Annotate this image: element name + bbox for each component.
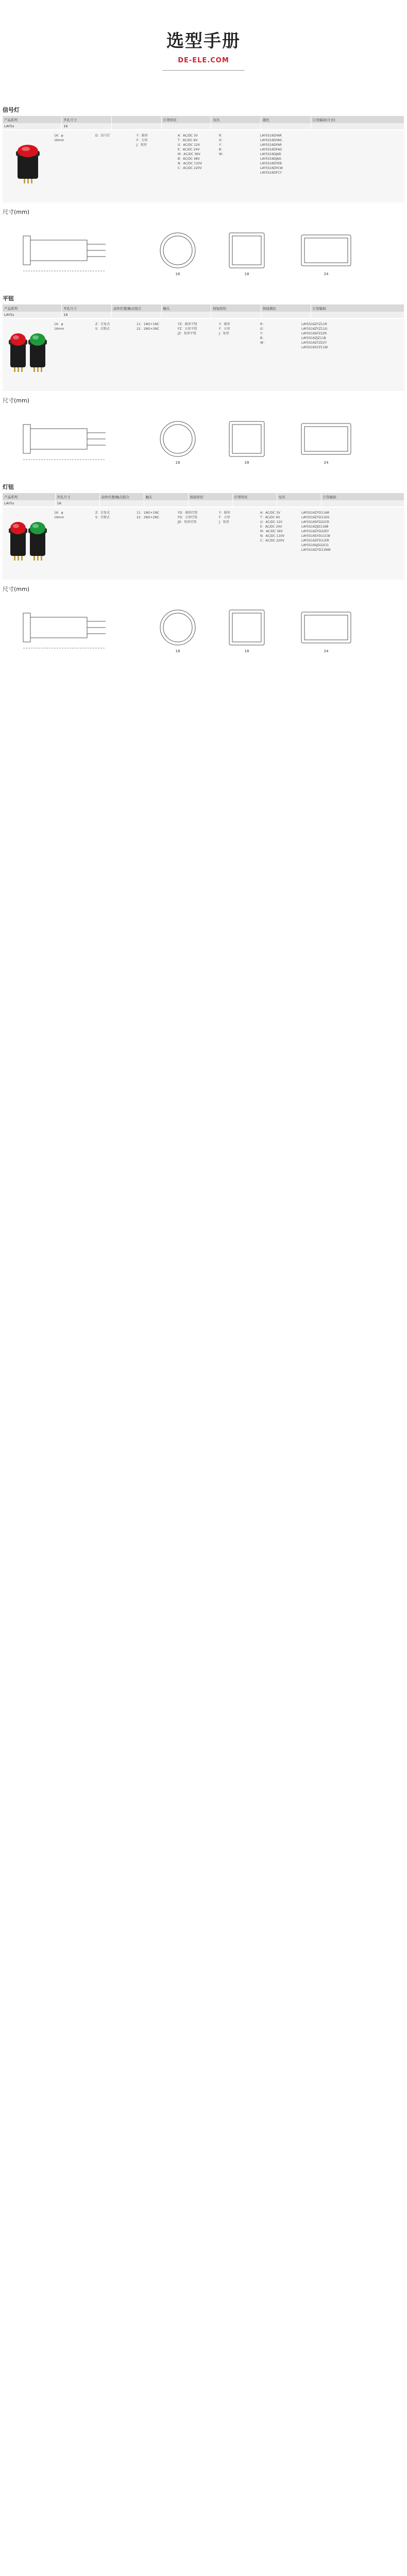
spec-header-cell: 产品系列: [3, 493, 55, 500]
spec-column: 16：φ 16mm: [54, 134, 64, 142]
housing-body: [18, 154, 38, 179]
product-photo: [5, 322, 51, 374]
series-cell: [111, 123, 161, 129]
spec-header-cell: 触头: [161, 304, 211, 312]
series-row: [3, 312, 404, 318]
series-cell: [321, 500, 404, 506]
dimension-label: 18: [244, 461, 249, 465]
spec-column: A：AC/DC 3V T：AC/DC 6V U：AC/DC 12V E：AC/DC 24V M：AC/DC 36V N：AC/DC 110V C：AC/DC 220V: [260, 511, 284, 543]
spec-header-cell: 订货编码: [311, 304, 404, 312]
series-cell: [111, 312, 161, 318]
terminal-pin: [41, 367, 42, 372]
series-cell: LAY5s: [3, 123, 62, 129]
spec-header-cell: 灯罩形状: [232, 493, 277, 500]
spec-header-cell: 开孔尺寸: [55, 493, 99, 500]
bezel-outline: [23, 425, 30, 453]
spec-column: Y：圆形 F：方形 J：矩形: [137, 134, 148, 147]
series-cell: [261, 123, 311, 129]
series-cell: [161, 123, 211, 129]
spec-column: A：AC/DC 3V T：AC/DC 6V U：AC/DC 12V E：AC/DC 24V M：AC/DC 36V B：AC/DC 48V N：AC/DC 110V C：AC/DC 220V: [178, 134, 202, 170]
lamp-lens: [18, 145, 38, 157]
spec-column: YD：圆形灯钮 FD：方形灯钮 JD：矩形灯钮: [178, 511, 198, 524]
series-cell: LAY5s: [3, 500, 55, 506]
terminal-pin: [24, 179, 25, 183]
dimension-title: 尺寸(mm): [3, 586, 30, 592]
spec-column: R： G： Y： B： W：: [219, 134, 225, 156]
spec-header-row: [3, 116, 404, 123]
terminal-pin: [27, 179, 29, 183]
terminal-pin: [37, 367, 39, 372]
spec-header-cell: 按钮形状: [211, 304, 261, 312]
square-front-inner: [232, 613, 261, 642]
dimension-drawing-flat: [3, 405, 404, 472]
body-outline: [30, 429, 87, 449]
round-front-outline: [160, 421, 195, 456]
spec-column: LAY5S16ZYD11AR LAY5S16ZYD11EG LAY5S16SFD22CR LAY5S16ZJD11AB LAY5S16ZYD22EY LAY5S16SYD11CW LAY5S16ZFD11ER LAY5S16SJD22CG LAY5S16ZYD11NW: [301, 511, 331, 552]
spec-header-cell: 产品系列: [3, 116, 62, 123]
lamp-lens: [10, 333, 26, 346]
dimension-label: 18: [175, 461, 180, 465]
housing-body: [10, 531, 26, 556]
series-cell: 16: [62, 123, 112, 129]
spec-column: Y：圆形 F：方形 J：矩形: [219, 323, 230, 335]
lens-highlight: [13, 335, 19, 340]
dimension-label: 18: [244, 272, 249, 276]
section-title-lit: 灯钮: [3, 484, 14, 490]
product-photo: [5, 133, 51, 185]
rect-front-outline: [301, 235, 351, 266]
site-domain: DE-ELE.COM: [178, 57, 229, 64]
spec-column: R： G： Y： B： W：: [260, 323, 266, 345]
series-cell: LAY5s: [3, 312, 62, 318]
series-cell: [161, 312, 211, 318]
spec-column: LAY5S16ZYZ11R LAY5S16ZYZ11G LAY5S16SFZ22R LAY5S16ZJZ11B LAY5S16ZYZ22Y LAY5S16SYZ11W: [301, 323, 328, 349]
series-row: [3, 123, 404, 129]
spec-header-cell: 触头: [144, 493, 188, 500]
dimension-label: 24: [324, 649, 329, 653]
spec-body-flat: [3, 319, 404, 391]
spec-column: D：信号灯: [95, 134, 110, 138]
housing-body: [10, 343, 26, 367]
terminal-pin: [21, 556, 23, 561]
series-cell: [261, 312, 311, 318]
lamp-lens: [30, 333, 45, 346]
bezel-outline: [23, 613, 30, 642]
series-cell: [99, 500, 144, 506]
rect-front-inner: [304, 615, 348, 640]
series-cell: [144, 500, 188, 506]
terminal-pin: [21, 367, 23, 372]
terminal-pin: [41, 556, 42, 561]
square-front-outline: [229, 421, 264, 456]
spec-header-cell: 按钮颜色: [261, 304, 311, 312]
catalog-title: 选型手册: [166, 31, 241, 52]
spec-body-signal: [3, 130, 404, 202]
spec-column: Z：自复式 S：自锁式: [95, 511, 110, 519]
spec-header-row: [3, 493, 404, 500]
series-cell: [311, 312, 404, 318]
spec-column: YZ：圆形平钮 FZ：方形平钮 JZ：矩形平钮: [178, 323, 197, 335]
series-cell: [211, 312, 261, 318]
square-front-inner: [232, 425, 261, 453]
terminal-pin: [33, 556, 35, 561]
body-outline: [30, 240, 87, 261]
series-cell: [211, 123, 261, 129]
round-front-inner: [163, 425, 192, 453]
rect-front-outline: [301, 423, 351, 454]
body-outline: [30, 617, 87, 638]
spec-body-lit: [3, 507, 404, 580]
series-cell: [188, 500, 232, 506]
dimension-drawing-lit: [3, 594, 404, 661]
spec-table-lit: [3, 493, 404, 506]
round-front-inner: [163, 613, 192, 642]
terminal-pin: [33, 367, 35, 372]
spec-header-cell: 电压: [211, 116, 261, 123]
series-cell: [277, 500, 321, 506]
product-photo: [5, 511, 51, 562]
terminal-pin: [14, 367, 15, 372]
spec-table-signal: [3, 116, 404, 129]
series-row: [3, 500, 404, 506]
spec-header-cell: 产品系列: [3, 304, 62, 312]
spec-column: Y：圆形 F：方形 J：矩形: [219, 511, 230, 524]
spec-column: 11：1NO+1NC 22：2NO+2NC: [137, 511, 160, 519]
spec-header-cell: 按钮形状: [188, 493, 232, 500]
spec-header-cell: 订货编码: [321, 493, 404, 500]
round-front-outline: [160, 610, 195, 645]
dimension-label: 18: [244, 649, 249, 653]
spec-column: 11：1NO+1NC 22：2NO+2NC: [137, 323, 160, 331]
spec-header-cell: 灯罩形状: [161, 116, 211, 123]
catalog-header: [0, 0, 407, 103]
housing-body: [30, 531, 45, 556]
section-title-signal: 信号灯: [3, 107, 20, 113]
dimension-drawing-signal: [3, 217, 404, 284]
dimension-label: 16: [175, 272, 180, 276]
series-cell: [232, 500, 277, 506]
spec-column: 16：φ 16mm: [54, 511, 64, 519]
square-front-outline: [229, 233, 264, 268]
lens-highlight: [32, 335, 39, 340]
dimension-title: 尺寸(mm): [3, 209, 30, 215]
lens-highlight: [32, 524, 39, 528]
spec-header-cell: 开孔尺寸: [62, 116, 112, 123]
terminal-pin: [18, 367, 19, 372]
terminal-pin: [31, 179, 32, 183]
spec-header-cell: [111, 116, 161, 123]
dimension-title: 尺寸(mm): [3, 397, 30, 404]
spec-header-cell: 颜色: [261, 116, 311, 123]
lamp-lens: [10, 522, 26, 534]
round-front-outline: [160, 233, 195, 268]
series-cell: [311, 123, 404, 129]
square-front-outline: [229, 610, 264, 645]
header-divider: [162, 70, 245, 71]
spec-header-cell: 动作位置/触点组合: [99, 493, 144, 500]
spec-header-cell: 动作位置/触点组合: [111, 304, 161, 312]
series-cell: 16: [62, 312, 112, 318]
rect-front-inner: [304, 238, 348, 263]
spec-header-cell: 电压: [277, 493, 321, 500]
terminal-pin: [14, 556, 15, 561]
lamp-lens: [30, 522, 45, 534]
lens-highlight: [22, 147, 30, 151]
round-front-inner: [163, 236, 192, 265]
spec-header-row: [3, 304, 404, 312]
square-front-inner: [232, 236, 261, 265]
spec-table-flat: [3, 304, 404, 318]
rect-front-outline: [301, 612, 351, 643]
spec-column: 16：φ 16mm: [54, 323, 64, 331]
terminal-pin: [37, 556, 39, 561]
spec-column: LAY5S16DYAR LAY5S16DYAG LAY5S16DFAR LAY5S16DFAG LAY5S16DJAR LAY5S16DJAG LAY5S16DYEB LAY5S16DYCW LAY5S16DFCY: [260, 134, 283, 175]
terminal-pin: [18, 556, 19, 561]
section-title-flat: 平钮: [3, 295, 14, 302]
bezel-outline: [23, 236, 30, 265]
spec-column: Z：自复式 S：自锁式: [95, 323, 110, 331]
dimension-label: 18: [175, 649, 180, 653]
series-cell: 16: [55, 500, 99, 506]
spec-header-cell: 订货编码(片式): [311, 116, 404, 123]
lens-highlight: [13, 524, 19, 528]
dimension-label: 24: [324, 272, 329, 276]
housing-body: [30, 343, 45, 367]
spec-header-cell: 开孔尺寸: [62, 304, 112, 312]
rect-front-inner: [304, 427, 348, 451]
dimension-label: 24: [324, 461, 329, 465]
